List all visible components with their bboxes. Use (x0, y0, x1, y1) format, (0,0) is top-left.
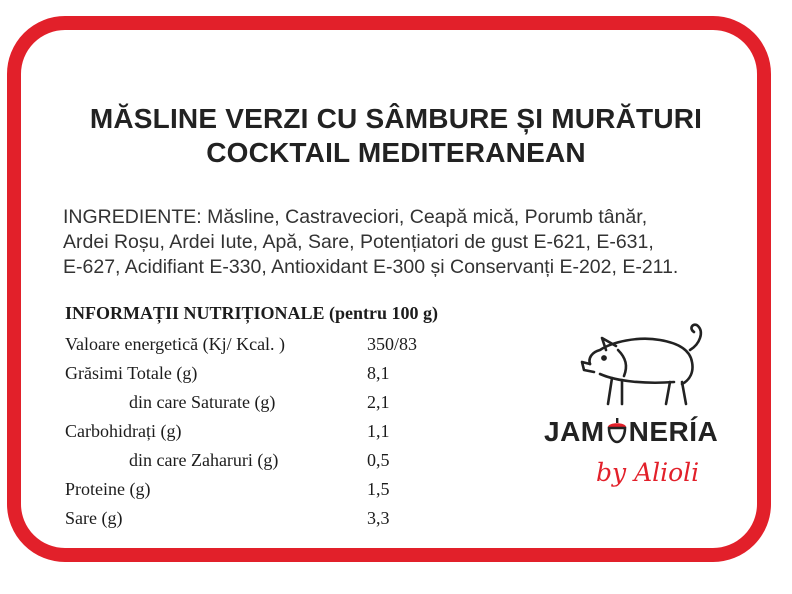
ingredients-line: INGREDIENTE: Măsline, Castraveciori, Ceapă mică, Porumb tânăr, (63, 206, 648, 228)
nutrition-row-carbs (65, 417, 438, 446)
nutrition-row-protein (65, 475, 438, 504)
nutrition-label: din care Saturate (g) (129, 392, 276, 412)
nutrition-value: 350/83 (367, 334, 418, 354)
nutrition-value: 2,1 (367, 392, 390, 412)
brand-name-part1: JAM (544, 416, 605, 447)
pig-icon (578, 320, 708, 410)
nutrition-table (65, 302, 438, 533)
nutrition-label: Sare (g) (65, 508, 123, 528)
brand-logo (540, 320, 740, 510)
nutrition-row-salt (65, 504, 438, 533)
nutrition-label: Valoare energetică (Kj/ Kcal. ) (65, 334, 286, 354)
nutrition-row-saturated (65, 388, 438, 417)
nutrition-value: 1,5 (367, 479, 390, 499)
product-title (0, 102, 792, 170)
ingredients-text (63, 205, 763, 280)
nutrition-row-sugars (65, 446, 438, 475)
brand-tagline: by Alioli (596, 458, 700, 487)
ingredients-line: Ardei Roșu, Ardei Iute, Apă, Sare, Potențiatori de gust E-621, E-631, (63, 231, 654, 253)
brand-name (544, 416, 718, 448)
ingredients-line: E-627, Acidifiant E-330, Antioxidant E-300 și Conservanți E-202, E-211. (63, 256, 679, 278)
nutrition-label: din care Zaharuri (g) (129, 450, 279, 470)
nutrition-row-fat (65, 359, 438, 388)
brand-name-part2: NERÍA (628, 416, 719, 447)
nutrition-label: Proteine (g) (65, 479, 151, 499)
nutrition-value: 3,3 (367, 508, 390, 528)
acorn-icon (605, 416, 629, 444)
nutrition-heading: INFORMAȚII NUTRIȚIONALE (pentru 100 g) (65, 303, 439, 323)
nutrition-label: Carbohidrați (g) (65, 421, 182, 441)
nutrition-label: Grăsimi Totale (g) (65, 363, 198, 383)
nutrition-row-energy (65, 330, 438, 359)
product-title-line2: COCKTAIL MEDITERANEAN (206, 137, 586, 168)
nutrition-value: 1,1 (367, 421, 390, 441)
nutrition-value: 0,5 (367, 450, 390, 470)
product-title-line1: MĂSLINE VERZI CU SÂMBURE ȘI MURĂTURI (89, 103, 703, 134)
nutrition-value: 8,1 (367, 363, 390, 383)
